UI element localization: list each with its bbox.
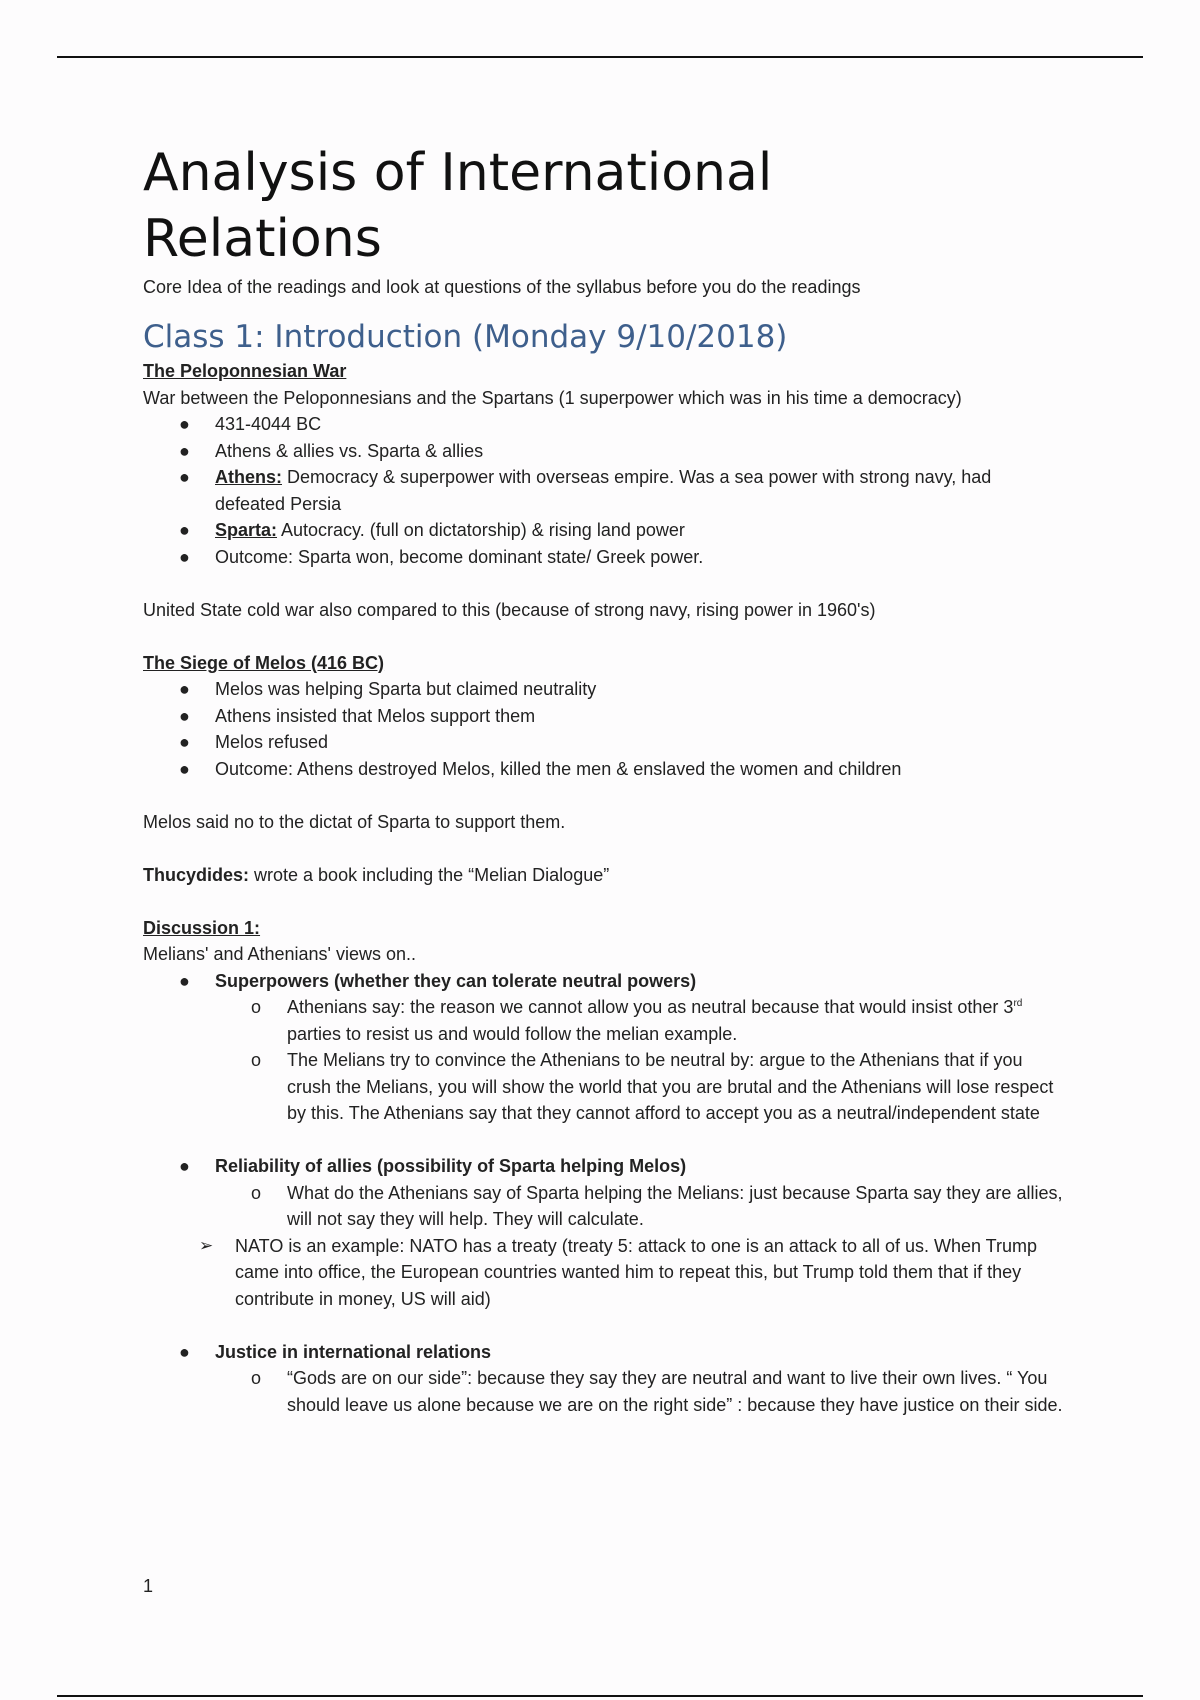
list-item — [215, 994, 1063, 1047]
list-item — [143, 968, 1063, 1127]
document-subtitle: Core Idea of the readings and look at questions of the syllabus before you do the readings — [143, 277, 861, 297]
bullet-icon: ● — [179, 440, 190, 461]
discussion-intro: Melians' and Athenians' views on.. — [143, 944, 417, 964]
list-item-text: Reliability of allies (possibility of Sparta helping Melos) — [215, 1156, 687, 1176]
reliability-list — [143, 1153, 1063, 1233]
us-cold-war-note: United State cold war also compared to this (because of strong navy, rising power in 1960's) — [143, 599, 876, 620]
bullet-icon: ● — [179, 758, 190, 779]
sparta-label: Sparta: — [215, 520, 278, 540]
list-item — [143, 464, 1063, 517]
list-item — [143, 729, 1063, 756]
melos-heading: The Siege of Melos (416 BC) — [143, 652, 385, 673]
list-item-text: Justice in international relations — [215, 1341, 492, 1362]
thucydides-label: Thucydides: — [143, 864, 250, 885]
bullet-icon: ● — [179, 546, 190, 567]
justice-sublist — [215, 1365, 1063, 1418]
circle-bullet-icon: o — [251, 1050, 262, 1070]
list-item — [143, 1233, 1063, 1313]
list-item — [143, 438, 1063, 465]
list-item — [143, 411, 1063, 438]
list-item-text: NATO is an example: NATO has a treaty (treaty 5: attack to one is an attack to all of us. When Trump came into office, the European countries wanted him to repeat this, but Trump told them that if they contribute in money, US will aid) — [235, 1235, 1038, 1309]
bullet-icon: ● — [179, 414, 190, 434]
bullet-icon: ● — [179, 520, 190, 540]
justice-list — [143, 1339, 1063, 1419]
list-item-text: Outcome: Athens destroyed Melos, killed the men & enslaved the women and children — [215, 758, 902, 779]
page-number: 1 — [143, 1576, 154, 1596]
discussion-list — [143, 968, 1063, 1127]
document-title: Analysis of International Relations — [143, 143, 773, 269]
bullet-icon: ● — [179, 467, 190, 487]
list-item-text: Athens insisted that Melos support them — [215, 705, 536, 726]
athens-label: Athens: — [215, 467, 282, 487]
circle-bullet-icon: o — [251, 1368, 262, 1388]
bullet-icon: ● — [179, 732, 190, 752]
bullet-icon: ● — [179, 1156, 190, 1176]
bullet-icon: ● — [179, 970, 190, 991]
list-item-text: What do the Athenians say of Sparta helping the Melians: just because Sparta say they are allies, will not say they will help. They will calculate. — [287, 1182, 1063, 1229]
list-item — [143, 756, 1063, 783]
list-item-text: Outcome: Sparta won, become dominant state/ Greek power. — [215, 546, 704, 567]
list-item — [215, 1047, 1063, 1127]
list-item-text: 431-4044 BC — [215, 414, 322, 434]
superscript: rd — [1013, 998, 1023, 1009]
list-item-text: Superpowers (whether they can tolerate neutral powers) — [215, 970, 697, 991]
list-item-text: Autocracy. (full on dictatorship) & rising land power — [277, 520, 685, 540]
list-item — [143, 517, 1063, 544]
list-item — [143, 703, 1063, 730]
list-item — [143, 1153, 1063, 1233]
list-item-text: Democracy & superpower with overseas empire. Was a sea power with strong navy, had defeated Persia — [215, 467, 992, 514]
list-item-text: Athenians say: the reason we cannot allow you as neutral because that would insist other 3 — [287, 997, 1014, 1017]
bullet-icon: ● — [179, 705, 190, 726]
list-item-text: Athens & allies vs. Sparta & allies — [215, 440, 484, 461]
list-item-text: Melos was helping Sparta but claimed neutrality — [215, 679, 597, 699]
class1-heading: Class 1: Introduction (Monday 9/10/2018) — [143, 319, 788, 355]
bullet-icon: ● — [179, 1341, 190, 1362]
list-item-text: Melos refused — [215, 732, 329, 752]
melos-list — [143, 676, 1063, 782]
arrow-bullet-icon: ➢ — [199, 1235, 214, 1255]
bullet-icon: ● — [179, 679, 190, 699]
thucydides-note — [143, 862, 1063, 889]
bottom-rule — [57, 1695, 1143, 1697]
thucydides-text: wrote a book including the “Melian Dialogue” — [249, 864, 610, 885]
list-item — [143, 544, 1063, 571]
document-page — [143, 140, 1063, 1418]
list-item — [215, 1180, 1063, 1233]
nato-list — [143, 1233, 1063, 1313]
circle-bullet-icon: o — [251, 1182, 262, 1203]
circle-bullet-icon: o — [251, 997, 262, 1017]
reliability-sublist — [215, 1180, 1063, 1233]
top-rule — [57, 56, 1143, 58]
superpowers-sublist — [215, 994, 1063, 1127]
list-item-text: “Gods are on our side”: because they say they are neutral and want to live their own lives. “ You should leave us alone because we are on the right side” : because they have justice on their side. — [287, 1368, 1063, 1415]
peloponnesian-intro: War between the Peloponnesians and the Spartans (1 superpower which was in his time a democracy) — [143, 387, 962, 408]
list-item — [143, 1339, 1063, 1419]
melos-said-note: Melos said no to the dictat of Sparta to support them. — [143, 811, 566, 832]
peloponnesian-heading: The Peloponnesian War — [143, 361, 347, 381]
list-item — [215, 1365, 1063, 1418]
list-item-text: parties to resist us and would follow the melian example. — [287, 1023, 738, 1044]
peloponnesian-list — [143, 411, 1063, 570]
discussion-heading: Discussion 1: — [143, 917, 261, 938]
list-item-text: The Melians try to convince the Athenians to be neutral by: argue to the Athenians that if you crush the Melians, you will show the world that you are brutal and the Athenians will lose respect by this. The Athenians say that they cannot afford to accept you as a neutral/independent state — [287, 1050, 1054, 1123]
list-item — [143, 676, 1063, 703]
